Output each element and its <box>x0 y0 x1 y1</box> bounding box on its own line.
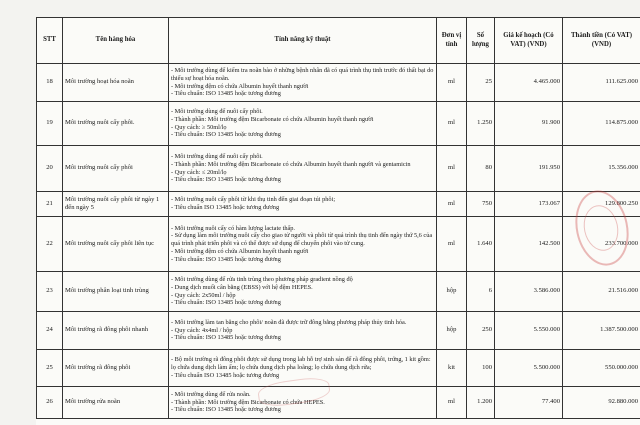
cell-total: 129.800.250 <box>563 192 640 217</box>
spec-line: - Thành phần: Môi trường đệm Bicarbonate có chứa Albumin huyết thanh người <box>171 115 374 123</box>
table-row <box>37 272 640 312</box>
cell-name: Môi trường nuôi cấy phôi liên tục <box>63 217 169 272</box>
table-row <box>37 350 640 387</box>
spec-line: - Thành phần: Môi trường đệm Bicarbonate có chứa HEPES. <box>171 398 325 406</box>
table-row <box>37 102 640 146</box>
header-name: Tên hàng hóa <box>63 18 169 64</box>
cell-unit: ml <box>437 387 467 419</box>
cell-stt: 20 <box>37 146 63 192</box>
cell-qty: 750 <box>467 192 495 217</box>
spec-line: - Môi trường dùng để nuôi cấy phôi. <box>171 153 263 161</box>
table-row <box>37 192 640 217</box>
spec-line: - Thành phần: Môi trường đệm Bicarbonate có chứa Albumin huyết thanh người và gentamicin <box>171 160 411 168</box>
cell-stt: 26 <box>37 387 63 419</box>
cell-stt: 19 <box>37 102 63 146</box>
cell-unit: hộp <box>437 272 467 312</box>
spec-line: - Dung dịch muối cân bằng (EBSS) với hệ đệm HEPES. <box>171 283 313 291</box>
cell-name: Môi trường nuôi cấy phôi từ ngày 1 đến ngày 5 <box>63 192 169 217</box>
cell-stt: 24 <box>37 312 63 350</box>
cell-qty: 250 <box>467 312 495 350</box>
cell-qty: 1.640 <box>467 217 495 272</box>
cell-price: 173.067 <box>495 192 563 217</box>
spec-line: - Môi trường đệm có chứa Albumin huyết thanh người <box>171 247 309 255</box>
spec-line: - Tiêu chuẩn: ISO 13485 hoặc tương đương <box>171 334 281 342</box>
cell-price: 191.950 <box>495 146 563 192</box>
cell-spec <box>169 102 437 146</box>
spec-line: - Quy cách: ≥ 50ml/lọ <box>171 123 227 131</box>
cell-name: Môi trường rã đông phôi <box>63 350 169 387</box>
cell-price: 5.500.000 <box>495 350 563 387</box>
table-row <box>37 146 640 192</box>
spec-line: - Môi trường dùng để rửa tinh trùng theo phương pháp gradient nồng độ <box>171 276 353 284</box>
spec-line: - Tiêu chuẩn ISO 13485 hoặc tương đương <box>171 371 280 379</box>
cell-stt: 21 <box>37 192 63 217</box>
cell-spec <box>169 217 437 272</box>
header-spec: Tính năng kỹ thuật <box>169 18 437 64</box>
spec-line: - Bộ môi trường rã đông phôi được sử dụng trong lab hỗ trợ sinh sản để rã đông phôi, trứng, 1 kit gồm: lọ chứa dung dịch làm ấm; lọ chứa dung dịch pha loãng; lọ chứa dung dịch rửa; <box>171 356 431 372</box>
cell-stt: 22 <box>37 217 63 272</box>
cell-unit: ml <box>437 217 467 272</box>
spec-line: - Tiêu chuẩn: ISO 13485 hoặc tương đương <box>171 299 281 307</box>
cell-price: 142.500 <box>495 217 563 272</box>
spec-line: - Môi trường làm tan băng cho phôi/ noãn đã được trữ đông bằng phương pháp thủy tinh hóa. <box>171 318 407 326</box>
spec-line: - Sử dụng làm môi trường nuôi cấy cho giao tử người và phôi từ quá trình thụ tinh đến ngày thứ 5,6 của quá trình phát triển phôi và có thể được sử dụng để chuyển phôi vào tử cung. <box>171 232 433 248</box>
table-header-row <box>37 18 640 64</box>
cell-stt: 25 <box>37 350 63 387</box>
spec-line: - Tiêu chuẩn ISO 13485 hoặc tương đương <box>171 204 280 211</box>
cell-unit: ml <box>437 146 467 192</box>
cell-total: 550.000.000 <box>563 350 640 387</box>
cell-unit: kit <box>437 350 467 387</box>
cell-total: 233.700.000 <box>563 217 640 272</box>
cell-total: 15.356.000 <box>563 146 640 192</box>
cell-total: 114.875.000 <box>563 102 640 146</box>
spec-line: - Môi trường nuôi cấy có hàm lượng lactate thấp. <box>171 224 295 232</box>
spec-line: - Tiêu chuẩn: ISO 13485 hoặc tương đương <box>171 255 281 263</box>
cell-name: Môi trường rã đông phôi nhanh <box>63 312 169 350</box>
cell-qty: 100 <box>467 350 495 387</box>
cell-total: 21.516.000 <box>563 272 640 312</box>
cell-qty: 6 <box>467 272 495 312</box>
table-row <box>37 312 640 350</box>
cell-spec <box>169 64 437 102</box>
cell-total: 1.387.500.000 <box>563 312 640 350</box>
table-row <box>37 64 640 102</box>
spec-line: - Quy cách: 4x4ml / hộp <box>171 326 233 334</box>
cell-stt: 18 <box>37 64 63 102</box>
table-row <box>37 217 640 272</box>
cell-price: 3.586.000 <box>495 272 563 312</box>
spec-line: - Môi trường dùng để rửa noãn. <box>171 390 251 398</box>
spec-line: - Quy cách: ≤ 20ml/lọ <box>171 168 227 176</box>
spec-line: - Môi trường dùng để nuôi cấy phôi. <box>171 108 263 116</box>
cell-spec <box>169 312 437 350</box>
cell-total: 92.880.000 <box>563 387 640 419</box>
cell-qty: 25 <box>467 64 495 102</box>
cell-unit: ml <box>437 64 467 102</box>
cell-name: Môi trường nuôi cấy phôi <box>63 146 169 192</box>
spec-line: - Tiêu chuẩn: ISO 13485 hoặc tương đương <box>171 406 281 414</box>
cell-unit: hộp <box>437 312 467 350</box>
cell-name: Môi trường nuôi cấy phôi. <box>63 102 169 146</box>
cell-name: Môi trường phân loại tinh trùng <box>63 272 169 312</box>
cell-name: Môi trường hoạt hóa noãn <box>63 64 169 102</box>
cell-qty: 1.250 <box>467 102 495 146</box>
spec-line: - Quy cách: 2x50ml / hộp <box>171 291 236 299</box>
cell-name: Môi trường rửa noãn <box>63 387 169 419</box>
table-row <box>37 387 640 419</box>
spec-line: - Môi trường nuôi cấy phôi từ khi thụ tinh đến giai đoạn túi phôi; <box>171 196 336 204</box>
cell-qty: 1.200 <box>467 387 495 419</box>
cell-unit: ml <box>437 102 467 146</box>
header-price: Giá kế hoạch (Có VAT) (VND) <box>495 18 563 64</box>
cell-unit: ml <box>437 192 467 217</box>
cell-spec <box>169 146 437 192</box>
cell-price: 5.550.000 <box>495 312 563 350</box>
header-qty: Số lượng <box>467 18 495 64</box>
cell-spec <box>169 272 437 312</box>
cell-price: 77.400 <box>495 387 563 419</box>
cell-price: 91.900 <box>495 102 563 146</box>
cell-spec <box>169 192 437 217</box>
spec-line: - Môi trường dùng để kiểm tra noãn bào ở những bệnh nhân đã có quá trình thụ tinh trước đó thất bại do thiếu sự hoạt hóa noãn. <box>171 67 434 82</box>
header-unit: Đơn vị tính <box>437 18 467 64</box>
spec-line: - Môi trường đệm có chứa Albumin huyết thanh người <box>171 82 309 90</box>
spec-line: - Tiêu chuẩn: ISO 13485 hoặc tương đương <box>171 131 281 139</box>
spec-line: - Tiêu chuẩn: ISO 13485 hoặc tương đương <box>171 90 281 98</box>
spec-line: - Tiêu chuẩn: ISO 13485 hoặc tương đương <box>171 176 281 184</box>
cell-total: 111.625.000 <box>563 64 640 102</box>
cell-stt: 23 <box>37 272 63 312</box>
header-total: Thành tiền (Có VAT) (VND) <box>563 18 640 64</box>
procurement-table <box>36 17 640 419</box>
header-stt: STT <box>37 18 63 64</box>
cell-price: 4.465.000 <box>495 64 563 102</box>
cell-qty: 80 <box>467 146 495 192</box>
